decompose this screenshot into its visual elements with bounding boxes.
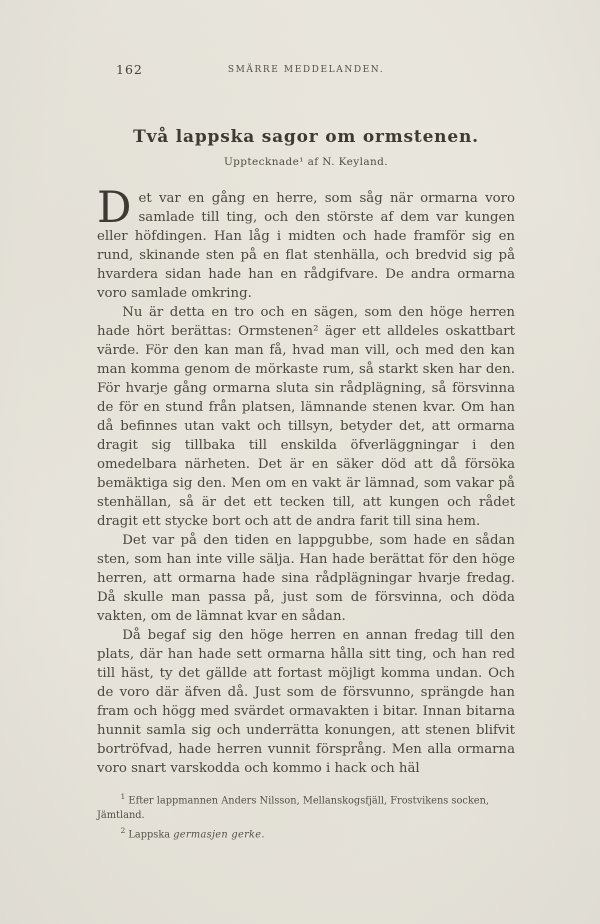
running-header-row (97, 62, 515, 77)
paragraph: Det var på den tiden en lappgubbe, som hade en sådan sten, som han inte ville sälja. Han hade berättat för den höge herren, att ormarna hade sina rådplägningar hvarje fredag. Då skulle man passa på, just som de försvinna, och döda vakten, om de lämnat kvar en sådan. (97, 533, 515, 624)
footnote-text: Efter lappmannen Anders Nilsson, Mellanskogsfjäll, Frostvikens socken, Jämtland. (97, 795, 490, 822)
article-title: Två lappska sagor om ormstenen. (133, 127, 479, 147)
footnote-marker: 1 (120, 792, 126, 801)
article-body (97, 183, 515, 778)
footnote-text: Lappska (128, 829, 174, 841)
footnote-marker: 2 (120, 826, 126, 836)
footnote (97, 789, 515, 823)
paragraph (97, 183, 515, 303)
page-number: 162 (116, 62, 143, 77)
paragraph: Nu är detta en tro och en sägen, som den höge herren hade hört berättas: Ormstenen² äger ett alldeles oskattbart värde. För den kan man få, hvad man vill, och med den kan man komma genom de mörkaste rum, så starkt sken har den. För hvarje gång ormarna sluta sin rådplägning, så försvinna de för en stund från platsen, lämnande stenen kvar. Om han då befinnes utan vakt och tillsyn, betyder det, att ormarna dragit sig tillbaka till enskilda öfverläggningar i den omedelbara närheten. Det är en säker död att då försöka bemäktiga sig den. Men om en vakt är lämnad, som vakar på stenhällan, så är det ett tecken till, att kungen och rådet dragit ett stycke bort och att de andra farit till sina hem. (97, 305, 515, 529)
footnote (97, 823, 515, 842)
footnote-italic-term: germasjen gerke. (173, 829, 265, 841)
footnotes-block (97, 789, 515, 843)
dropcap-letter: D (97, 183, 132, 233)
paragraph: Då begaf sig den höge herren en annan fredag till den plats, där han hade sett ormarna hålla sitt ting, och han red till häst, ty det gällde att fortast möjligt komma undan. Och de voro där äfven då. Just som de försvunno, sprängde han fram och högg med svärdet ormavakten i bitar. Innan bitarna hunnit samla sig och underrätta konungen, att stenen blifvit bortröfvad, hade herren vunnit försprång. Men alla ormarna voro snart varskodda och kommo i hack och häl (97, 628, 515, 776)
paragraph-text: et var en gång en herre, som såg när ormarna voro samlade till ting, och den störste af dem var kungen eller höfdingen. Han låg i midten och hade framför sig en rund, skinande sten på en flat stenhälla, och bredvid sig på hvardera sidan hade han en rådgifvare. De andra ormarna voro samlade omkring. (97, 191, 515, 301)
article-byline: Upptecknade¹ af N. Keyland. (223, 156, 389, 168)
running-header: SMÄRRE MEDDELANDEN. (227, 65, 385, 75)
